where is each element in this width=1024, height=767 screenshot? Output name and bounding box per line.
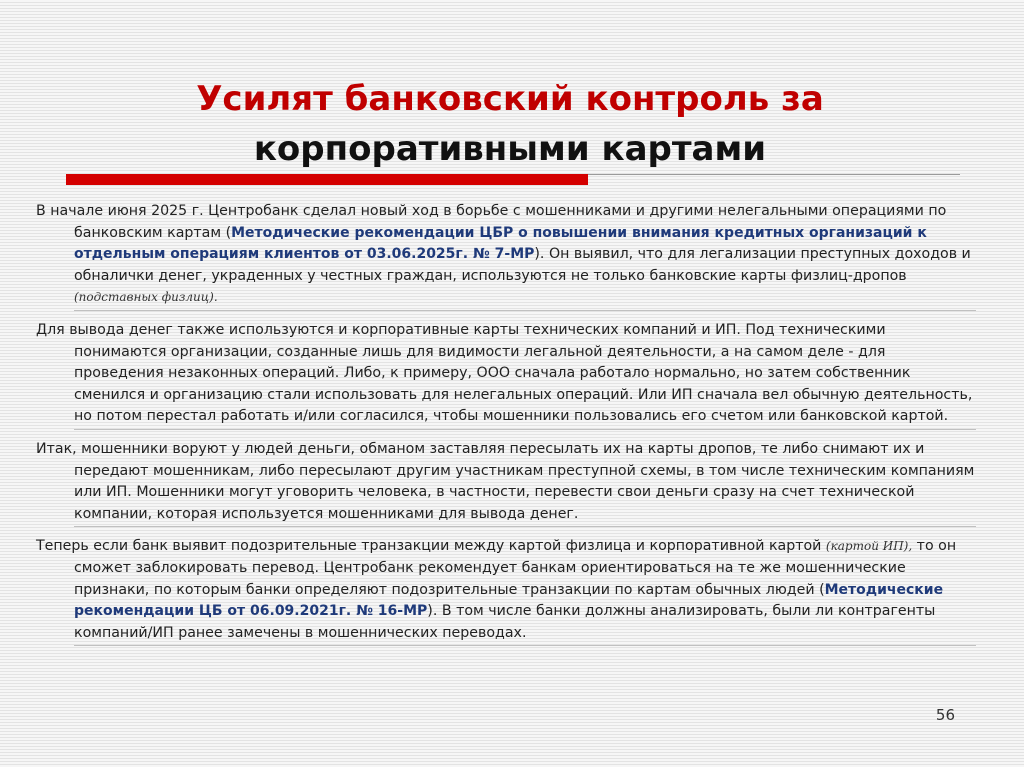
page-number: 56 bbox=[935, 706, 955, 724]
paragraph-1-note: (подставных физлиц). bbox=[74, 290, 218, 305]
reference-cb-16-mr: Методические рекомендации ЦБ от 06.09.2021г. № 16-МР bbox=[74, 581, 944, 620]
slide-title bbox=[60, 74, 960, 174]
paragraph-4-note: (картой ИП), bbox=[825, 539, 913, 554]
paragraph-1-text: В начале июня 2025 г. Центробанк сделал новый ход в борьбе с мошенниками и другими нелегальными операциями по банковским картам ( bbox=[36, 203, 947, 241]
slide-title-line-2: корпоративными картами bbox=[253, 129, 767, 169]
paragraph-2-text: Для вывода денег также используются и корпоративные карты технических компаний и ИП. Под техническими понимаются организации, созданные лишь для видимости легальной деятельности, а на самом деле - для проведения незаконных операций. Либо, к примеру, ООО сначала работало нормально, но затем собственник сменился и организацию стали использовать для нелегальных операций. Или ИП сначала вел обычную деятельность, но потом перестал работать и/или согласился, чтобы мошенники пользовались его счетом или банковской картой. bbox=[36, 321, 973, 425]
reference-cbr-7-mr: Методические рекомендации ЦБР о повышении внимания кредитных организаций к отдельным операциям клиентов от 03.06.2025г. № 7-МР bbox=[74, 224, 927, 263]
title-underline-red bbox=[66, 174, 588, 185]
paragraph-2 bbox=[36, 320, 976, 430]
paragraph-3 bbox=[36, 439, 976, 527]
paragraph-4-text: Теперь если банк выявит подозрительные транзакции между картой физлица и корпоративной картой bbox=[36, 538, 826, 555]
paragraph-divider bbox=[74, 429, 976, 430]
slide-title-line-1: Усилят банковский контроль за bbox=[196, 79, 824, 119]
paragraph-1-text-cont: ). Он выявил, что для легализации преступных доходов и обналички денег, украденных у честных граждан, используются не только банковские карты физлиц-дропов bbox=[74, 246, 971, 284]
paragraph-3-text: Итак, мошенники воруют у людей деньги, обманом заставляя пересылать их на карты дропов, те либо снимают их и передают мошенникам, либо пересылают другим участникам преступной схемы, в том числе техническим компаниям или ИП. Мошенники могут уговорить человека, в частности, перевести свои деньги сразу на счет технической компании, которая используется мошенниками для вывода денег. bbox=[36, 440, 975, 522]
paragraph-divider bbox=[74, 645, 976, 646]
slide-body bbox=[36, 201, 976, 646]
paragraph-1 bbox=[36, 201, 976, 311]
paragraph-divider bbox=[74, 526, 976, 527]
paragraph-divider bbox=[74, 310, 976, 311]
paragraph-4-text-cont: то он сможет заблокировать перевод. Центробанк рекомендует банкам ориентироваться на те же мошеннические признаки, по которым банки определяют подозрительные транзакции по картам обычных людей ( bbox=[74, 538, 957, 598]
title-underline-grey bbox=[588, 174, 960, 175]
paragraph-4-text-end: ). В том числе банки должны анализировать, были ли контрагенты компаний/ИП ранее замечены в мошеннических переводах. bbox=[74, 603, 936, 641]
paragraph-4 bbox=[36, 536, 976, 646]
